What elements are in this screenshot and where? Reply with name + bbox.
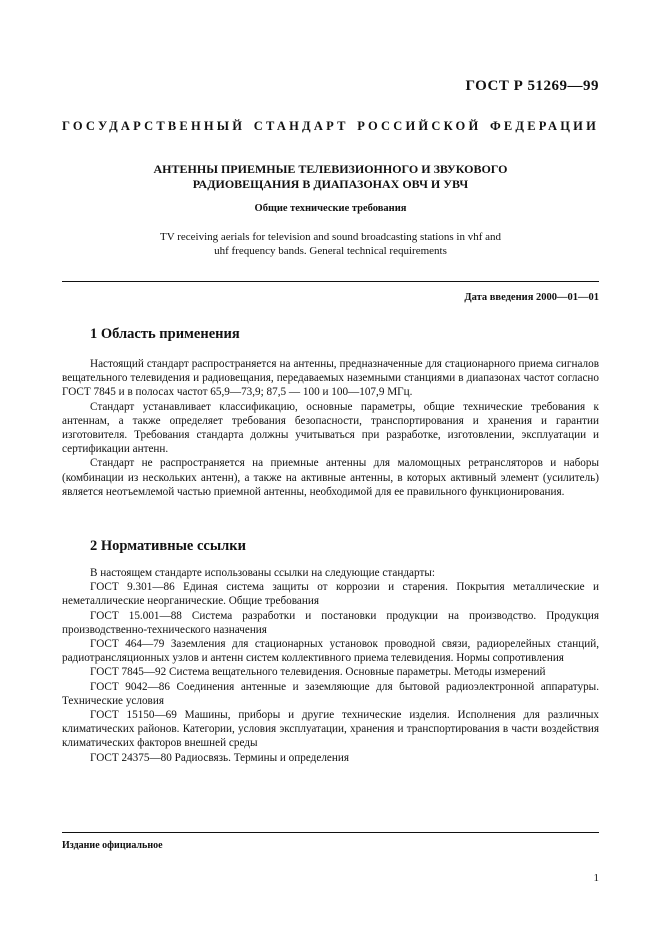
reference-item: ГОСТ 464—79 Заземления для стационарных установок проводной связи, радиорелейных станций, радиотрансляционных узлов и антенн систем коллективного приема телевидения. Нормы сопротивления xyxy=(62,638,599,665)
title-en-line: TV receiving aerials for television and sound broadcasting stations in vhf and xyxy=(159,231,502,243)
paragraph: Настоящий стандарт распространяется на антенны, предназначенные для стационарного приема сигналов вещательного телевидения и радиовещания, передаваемых наземными станциями в диапазонах частот согласно ГОСТ 7845 и в полосах частот 65,9—73,9; 87,5 — 100 и 100—107,9 МГц. xyxy=(62,358,599,399)
document-number: ГОСТ Р 51269—99 xyxy=(465,78,599,94)
state-standard-word: СТАНДАРТ xyxy=(253,119,349,133)
footer-divider xyxy=(62,832,599,833)
introduction-date: Дата введения 2000—01—01 xyxy=(464,292,599,303)
reference-item: ГОСТ 9042—86 Соединения антенные и заземляющие для бытовой радиоэлектронной аппаратуры. Технические условия xyxy=(62,680,599,707)
paragraph: Стандарт не распространяется на приемные антенны для маломощных ретрансляторов и наборы (комбинации из нескольких антенн), а также на активные антенны, в которых активный элемент (усилитель) является неотъемлемой частью приемной антенны, необходимой для ее правильного функционирования. xyxy=(62,457,599,498)
title-line: АНТЕННЫ ПРИЕМНЫЕ ТЕЛЕВИЗИОННОГО И ЗВУКОВОГО xyxy=(153,162,508,176)
reference-item: ГОСТ 9.301—86 Единая система защиты от коррозии и старения. Покрытия металлические и неметаллические неорганические. Общие требования xyxy=(62,581,599,608)
paragraph: В настоящем стандарте использованы ссылки на следующие стандарты: xyxy=(90,567,435,579)
reference-item: ГОСТ 15150—69 Машины, приборы и другие технические изделия. Исполнения для различных климатических районов. Категории, условия эксплуатации, хранения и транспортирования в части воздействия климатических факторов внешней среды xyxy=(62,709,599,750)
state-standard-word: ГОСУДАРСТВЕННЫЙ xyxy=(62,119,246,133)
title-line: РАДИОВЕЩАНИЯ В ДИАПАЗОНАХ ОВЧ И УВЧ xyxy=(192,177,469,191)
document-subtitle: Общие технические требования xyxy=(254,203,407,214)
state-standard-word: РОССИЙСКОЙ xyxy=(357,119,482,133)
title-en-line: uhf frequency bands. General technical requirements xyxy=(214,245,447,257)
section-1-heading: 1 Область применения xyxy=(90,326,240,342)
page-number: 1 xyxy=(593,872,599,884)
section-2-body xyxy=(62,566,599,765)
document-title-ru xyxy=(62,162,599,192)
reference-item: ГОСТ 15.001—88 Система разработки и постановки продукции на производство. Продукция производственно-технического назначения xyxy=(62,609,599,636)
reference-item: ГОСТ 24375—80 Радиосвязь. Термины и определения xyxy=(90,751,350,764)
section-1-body xyxy=(62,357,599,499)
document-title-en xyxy=(150,230,511,258)
reference-item: ГОСТ 7845—92 Система вещательного телевидения. Основные параметры. Методы измерений xyxy=(90,666,546,679)
header-divider xyxy=(62,281,599,282)
section-2-heading: 2 Нормативные ссылки xyxy=(90,538,246,554)
state-standard-word: ФЕДЕРАЦИИ xyxy=(489,119,599,133)
paragraph: Стандарт устанавливает классификацию, основные параметры, общие технические требования к антеннам, а также определяет требования безопасности, транспортирования и хранения и гарантии изготовителя. Требования стандарта должны учитываться при разработке, изготовлении, эксплуатации и сертификации антенн. xyxy=(62,400,599,456)
edition-note: Издание официальное xyxy=(62,840,163,851)
state-standard-heading xyxy=(62,119,599,134)
